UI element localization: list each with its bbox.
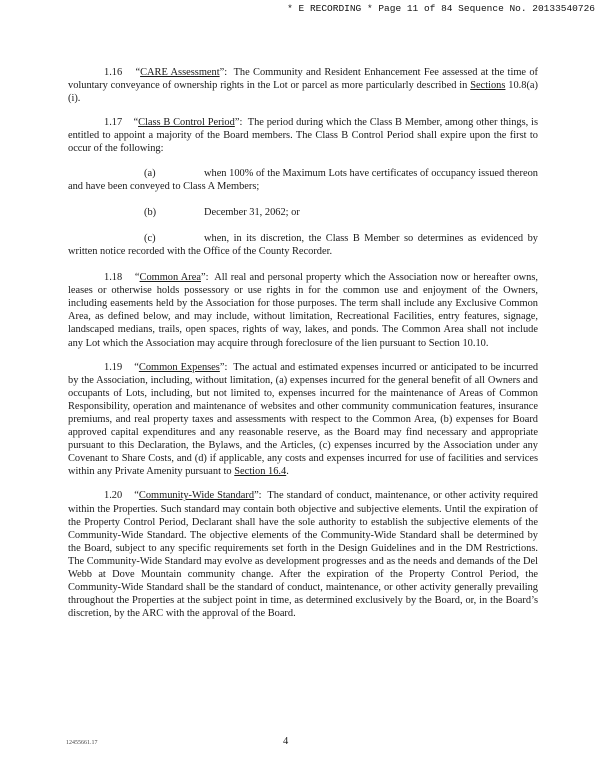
section-number: 1.19 [104,361,123,373]
defined-term: Common Expenses [138,361,220,373]
section-reference: Sections [470,80,506,92]
document-id: 12455661.17 [66,740,98,746]
section-1-18 [68,271,538,350]
list-item-c [68,232,538,258]
page-number: 4 [283,736,289,747]
close-quote: ”: [219,361,228,373]
close-quote: ”: [219,67,228,78]
list-item-b [68,206,538,219]
recording-header: * E RECORDING * Page 11 of 84 Sequence No. 20133540726 [287,3,595,14]
section-body: The period during which the Class B Member, among other things, is entitled to appoint a majority of the Board members. The Class B Control Period shall expire upon the first to occur of the following: [68,117,538,155]
section-body: The Community and Resident Enhancement Fee assessed at the time of voluntary conveyance of ownership rights in the Lot or parcel as more particularly described in [68,67,538,92]
open-quote: “ [135,67,141,78]
close-quote: ”: [234,117,243,129]
section-number: 1.17 [104,117,123,129]
section-reference-rest: . [286,466,289,478]
defined-term: Class B Control Period [138,117,235,129]
section-body: All real and personal property which the Association now or hereafter owns, leases or otherwise holds possessory or use rights in for the common use and enjoyment of the Owners, including easements held by the Association for those purposes. The term shall include any Exclusive Common Area, as defined below, and may include, without limitation, Recreational Facilities, entry features, signage, landscaped medians, trails, open spaces, rights of way, lakes, and ponds. The Common Area shall not include any Lot which the Association may acquire through foreclosure of the lien pursuant to Section 10.10. [68,272,538,349]
open-quote: “ [134,490,139,502]
list-item-label: (c) [144,232,156,244]
defined-term: Common Area [139,272,201,284]
section-reference-rest: 10.8(a)(i). [68,80,538,105]
defined-term: Community-Wide Standard [138,490,255,502]
section-number: 1.18 [104,272,123,284]
list-item-text: when 100% of the Maximum Lots have certificates of occupancy issued thereon and have been conveyed to Class A Members; [68,167,538,192]
close-quote: ”: [254,490,262,502]
open-quote: “ [133,117,139,129]
defined-term: CARE Assessment [140,67,220,78]
section-body: The actual and estimated expenses incurred or anticipated to be incurred by the Association, including, without limitation, (a) expenses incurred for the general benefit of all Owners and occupants of Lots, including, but not limited to, expenses incurred for the maintenance of Areas of Common Responsibility, operation and maintenance of websites and other community communication features, insurance premiums, and real property taxes and assessments with respect to the Common Area, (b) expenses for Board approved capital expenditures and any reasonable reserve, as the Board may find necessary and appropriate pursuant to this Declaration, the Bylaws, and the Articles, (c) expenses incurred by the Association under any Covenant to Share Costs, and (d) if applicable, any costs and expenses incurred for use of facilities and services within any Private Amenity pursuant to [68,361,539,478]
list-item-label: (b) [144,206,157,218]
section-body: The standard of conduct, maintenance, or other activity required within the Properties. Such standard may contain both objective and subjective elements. Until the expiration of the Property Control Period, Declarant shall have the sole authority to establish the subjective elements of the Community-Wide Standard. The objective elements of the Community-Wide Standard shall be determined by the Board, subject to any specific requirements set forth in the Design Guidelines and in the DM Restrictions. The Community-Wide Standard may evolve as development progresses and as the needs and demands of the Del Webb at Dove Mountain community change. After the expiration of the Property Control Period, the Community-Wide Standard shall be the standard of conduct, maintenance, or other activity generally prevailing throughout the Properties at the subject point in time, as determined exclusively by the Board, or, in the Board’s discretion, by the ARC with the approval of the Board. [68,490,538,620]
section-number: 1.16 [104,67,123,78]
section-1-16 [68,66,538,105]
section-1-19 [68,361,538,479]
list-item-label: (a) [144,167,156,179]
section-number: 1.20 [104,490,123,502]
close-quote: ”: [200,272,209,284]
document-body [68,66,538,631]
list-item-a [68,167,538,193]
section-1-17 [68,116,538,155]
open-quote: “ [134,272,140,284]
section-1-20 [68,489,538,620]
list-item-text: December 31, 2062; or [204,206,300,218]
list-item-text: when, in its discretion, the Class B Member so determines as evidenced by written notice recorded with the Office of the County Recorder. [68,232,538,257]
section-reference: Section 16.4 [234,466,287,478]
open-quote: “ [134,361,139,373]
